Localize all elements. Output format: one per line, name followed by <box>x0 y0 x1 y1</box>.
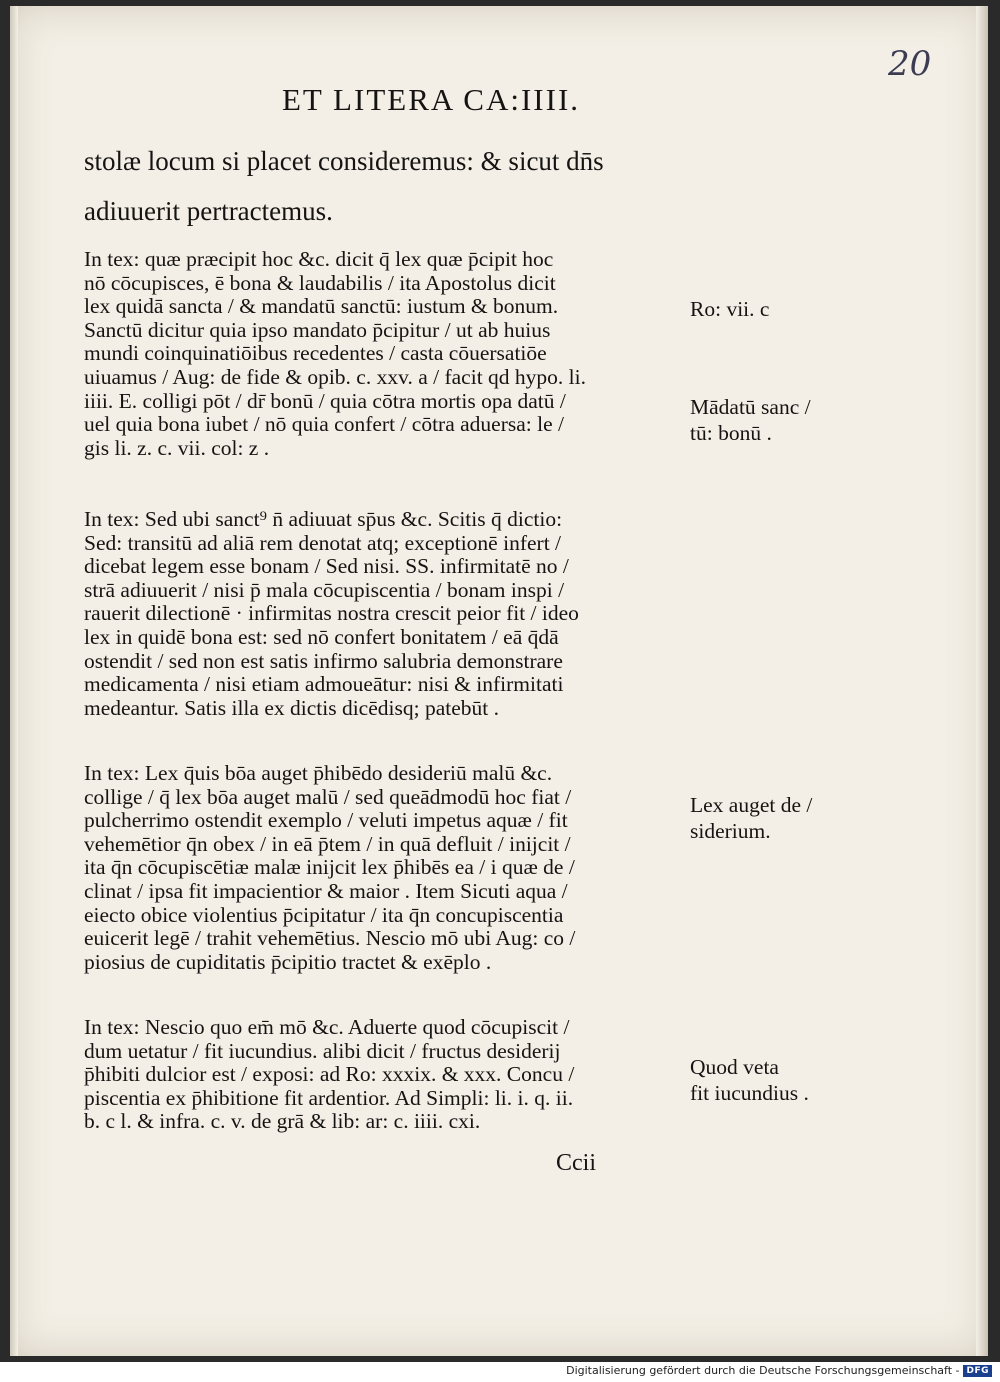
text-line: eiecto obice violentius p̄cipitatur / ita q̄n concupiscentia <box>84 903 564 927</box>
text-line: lex quidā sancta / & mandatū sanctū: iustum & bonum. <box>84 295 559 319</box>
marginal-note-1 <box>690 296 850 322</box>
note-line: Lex auget de / <box>690 793 813 817</box>
footer <box>566 1364 992 1377</box>
marginal-note-2 <box>690 394 850 446</box>
signature-mark: Ccii <box>556 1150 596 1176</box>
dfg-logo: DFG <box>963 1365 992 1377</box>
note-line: Quod veta <box>690 1055 779 1079</box>
note-line: siderium. <box>690 819 771 843</box>
text-line: dicebat legem esse bonam / Sed nisi. SS. infirmitatē no / <box>84 555 569 579</box>
paragraph-4 <box>84 1016 684 1134</box>
intro-line: adiuuerit pertractemus. <box>84 196 333 226</box>
text-line: clinat / ipsa fit impacientior & maior . Item Sicuti aqua / <box>84 879 568 903</box>
note-line: fit iucundius . <box>690 1081 809 1105</box>
note-line: tū: bonū . <box>690 421 772 445</box>
text-line: dum uetatur / fit iucundius. alibi dicit / fructus desiderij <box>84 1039 561 1063</box>
text-line: piosius de cupiditatis p̄cipitio tractet & exēplo . <box>84 950 492 974</box>
text-line: lex in quidē bona est: sed nō confert bonitatem / eā q̄dā <box>84 625 559 649</box>
text-line: In tex: Nescio quo em̄ mō &c. Aduerte quod cōcupiscit / <box>84 1016 570 1039</box>
text-line: rauerit dilectionē · infirmitas nostra crescit peior fit / ideo <box>84 602 579 626</box>
text-line: Sanctū dicitur quia ipso mandato p̄cipitur / ut ab huius <box>84 318 551 342</box>
marginal-note-4 <box>690 1054 850 1106</box>
note-line: Mādatū sanc / <box>690 395 811 419</box>
text-line: strā adiuuerit / nisi p̄ mala cōcupiscentia / bonam inspi / <box>84 578 565 602</box>
text-line: gis li. z. c. vii. col: z . <box>84 436 270 460</box>
folio-number: 20 <box>888 44 932 84</box>
text-line: piscentia ex p̄hibitione fit ardentior. Ad Simpli: li. i. q. ii. <box>84 1086 574 1110</box>
text-line: medicamenta / nisi etiam admoueātur: nisi & infirmitati <box>84 673 564 697</box>
paragraph-3 <box>84 762 684 974</box>
page-gutter <box>10 6 18 1356</box>
page-edge <box>976 6 988 1356</box>
text-line: ita q̄n cōcupiscētiæ malæ inijcit lex p̄hibēs ea / i quæ de / <box>84 856 575 880</box>
text-line: In tex: Lex q̄uis bōa auget p̄hibēdo desideriū malū &c. <box>84 762 553 785</box>
text-line: vehemētior q̄n obex / in eā p̄tem / in quā defluit / inijcit / <box>84 832 571 856</box>
text-line: uiuamus / Aug: de fide & opib. c. xxv. a / facit qd hypo. li. <box>84 365 586 389</box>
note-line: Ro: vii. c <box>690 297 770 321</box>
marginal-note-3 <box>690 792 850 844</box>
text-line: uel quia bona iubet / nō quia confert / cōtra aduersa: le / <box>84 413 564 437</box>
paragraph-2 <box>84 508 684 720</box>
text-line: b. c l. & infra. c. v. de grā & lib: ar: c. iiii. cxi. <box>84 1110 481 1134</box>
text-line: euicerit legē / trahit vehemētius. Nescio mō ubi Aug: co / <box>84 927 576 951</box>
text-line: In tex: Sed ubi sanct⁹ n̄ adiuuat sp̄us &c. Scitis q̄ dictio: <box>84 508 563 531</box>
text-line: collige / q̄ lex bōa auget malū / sed queādmodū hoc fiat / <box>84 785 572 809</box>
text-line: medeantur. Satis illa ex dictis dicēdisq; patebūt . <box>84 696 499 720</box>
text-line: iiii. E. colligi pōt / dr̄ bonū / quia cōtra mortis opa datū / <box>84 389 566 413</box>
text-line: pulcherrimo ostendit exemplo / veluti impetus aquæ / fit <box>84 809 568 833</box>
funding-notice: Digitalisierung gefördert durch die Deutsche Forschungsgemeinschaft - <box>566 1364 960 1377</box>
intro-line: stolæ locum si placet consideremus: & sicut dn̄s <box>84 146 604 176</box>
text-line: nō cōcupisces, ē bona & laudabilis / ita Apostolus dicit <box>84 271 556 295</box>
text-line: In tex: quæ præcipit hoc &c. dicit q̄ lex quæ p̄cipit hoc <box>84 248 554 271</box>
text-line: p̄hibiti dulcior est / exposi: ad Ro: xxxix. & xxx. Concu / <box>84 1063 575 1087</box>
page-title: ET LITERA CA:IIII. <box>282 82 581 117</box>
paragraph-1 <box>84 248 684 460</box>
intro-text <box>84 136 688 236</box>
text-line: ostendit / sed non est satis infirmo salubria demonstrare <box>84 649 563 673</box>
text-line: Sed: transitū ad aliā rem denotat atq; exceptionē infert / <box>84 531 562 555</box>
text-line: mundi coinquinatiōibus recedentes / casta cōuersatiōe <box>84 342 547 366</box>
